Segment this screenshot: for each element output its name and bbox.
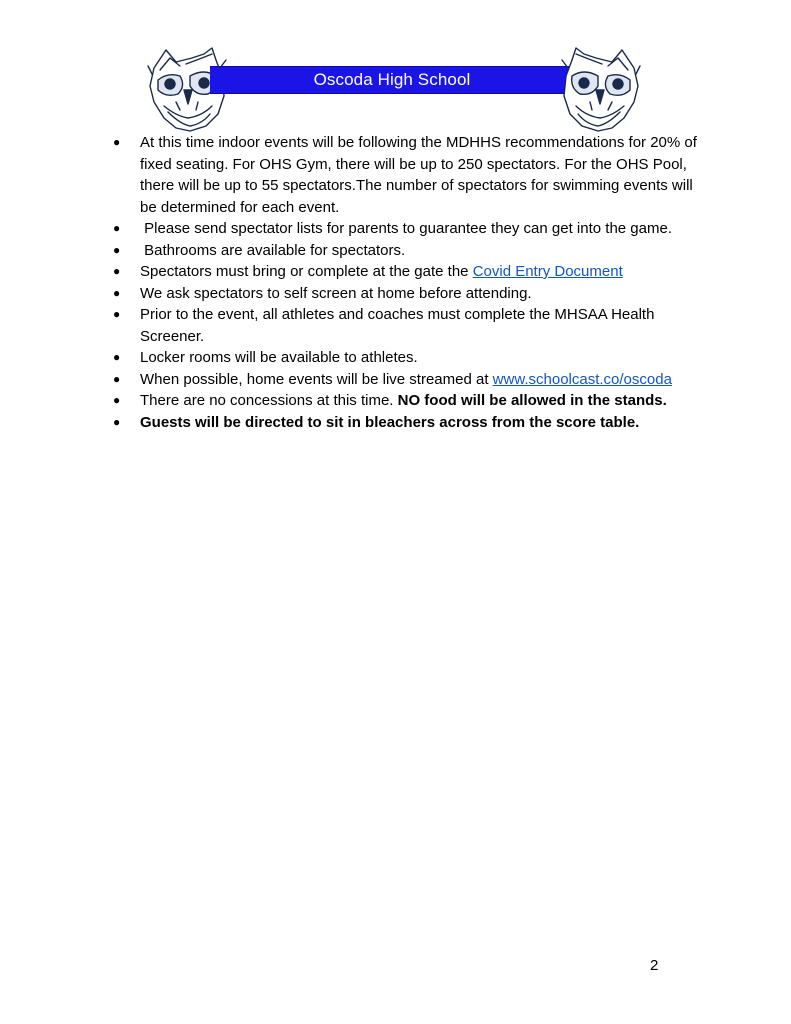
list-item [113, 218, 713, 240]
bullet-icon: ● [113, 371, 121, 386]
bullet-icon: ● [113, 285, 121, 300]
covid-entry-document-link[interactable]: Covid Entry Document [472, 263, 623, 280]
school-title: Oscoda High School [313, 70, 471, 89]
list-item-text: Prior to the event, all athletes and coaches must complete the MHSAA Health Screener. [140, 306, 655, 345]
list-item-text: When possible, home events will be live streamed at [140, 370, 493, 388]
list-item-text: Locker rooms will be available to athletes. [140, 349, 418, 366]
header-banner [146, 46, 644, 132]
list-item-text: Please send spectator lists for parents to guarantee they can get into the game. [140, 220, 672, 237]
list-item [113, 304, 713, 347]
list-item-bold-text: Guests will be directed to sit in bleachers across from the score table. [140, 413, 640, 431]
list-item-text: We ask spectators to self screen at home before attending. [140, 284, 532, 302]
schoolcast-link[interactable]: www.schoolcast.co/oscoda [492, 370, 672, 388]
bullet-icon: ● [113, 264, 121, 278]
bullet-icon: ● [113, 242, 121, 257]
bullet-icon: ● [113, 307, 121, 321]
list-item-text: Spectators must bring or complete at the gate the [140, 263, 473, 280]
banner-title-bar [210, 66, 574, 94]
guidelines-list [113, 132, 713, 433]
list-item-text: Bathrooms are available for spectators. [140, 241, 406, 259]
bullet-icon: ● [113, 135, 121, 149]
list-item [113, 390, 713, 412]
bullet-icon: ● [113, 221, 121, 235]
list-item [113, 283, 713, 305]
list-item [113, 347, 713, 369]
list-item-text: At this time indoor events will be following the MDHHS recommendations for 20% of fixed seating. For OHS Gym, there will be up to 250 spectators. For the OHS Pool, there will be up to 55 spectators.The number of spectators for swimming events will be determined for each event. [140, 134, 697, 216]
list-item [113, 132, 713, 218]
list-item-bold-text: NO food will be allowed in the stands. [397, 392, 667, 409]
list-item [113, 240, 713, 262]
list-item-text: There are no concessions at this time. [140, 392, 398, 409]
list-item [113, 261, 713, 283]
bullet-icon: ● [113, 414, 121, 429]
bullet-icon: ● [113, 350, 121, 364]
owl-mascot-icon [558, 46, 642, 132]
list-item [113, 412, 713, 434]
page-number: 2 [650, 957, 659, 974]
bullet-icon: ● [113, 393, 121, 407]
list-item [113, 369, 713, 391]
